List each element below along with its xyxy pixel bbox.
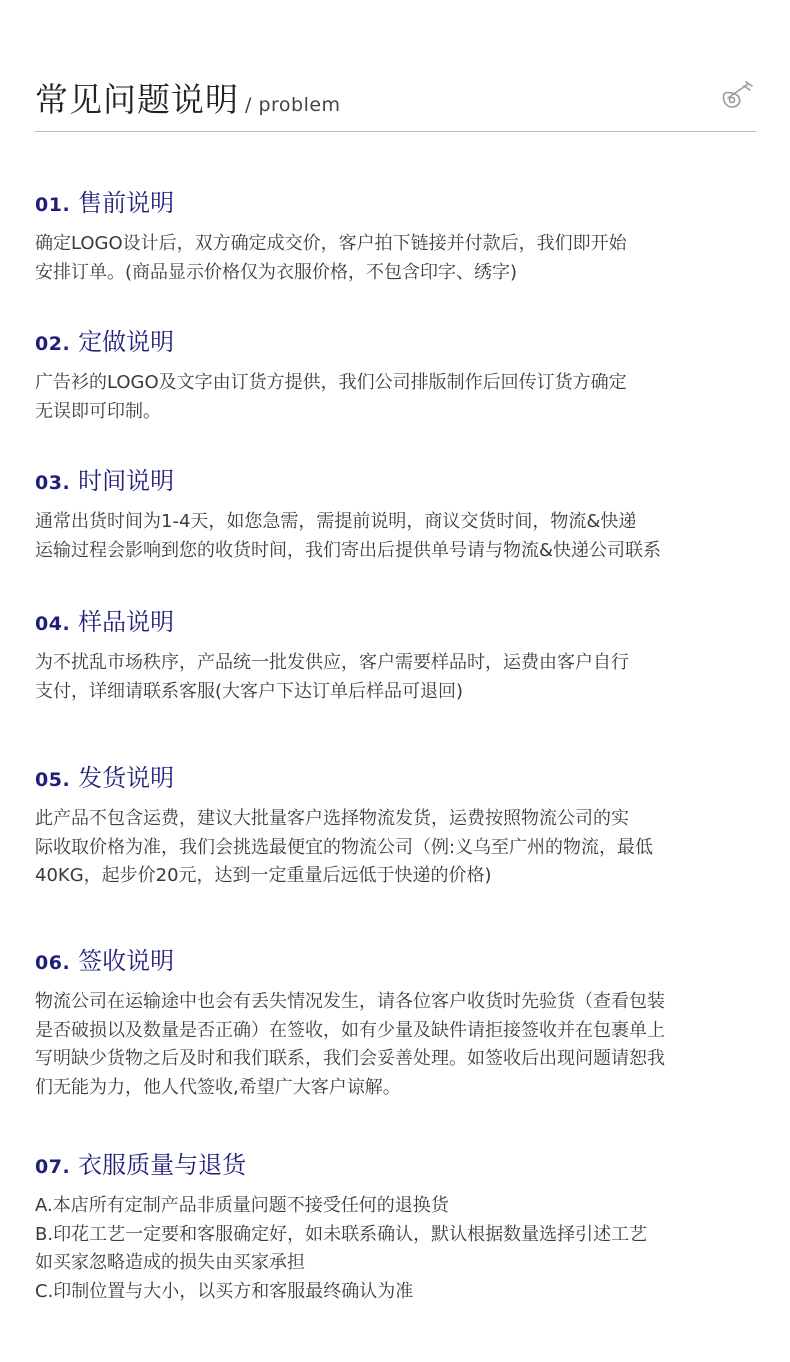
- section-title: 时间说明: [78, 467, 175, 495]
- section-title: 衣服质量与退货: [78, 1151, 247, 1179]
- section-text-line: A.本店所有定制产品非质量问题不接受任何的退换货: [35, 1195, 449, 1216]
- section-number: 03.: [35, 472, 71, 494]
- section-text-line: 写明缺少货物之后及时和我们联系，我们会妥善处理。如签收后出现问题请恕我: [35, 1048, 665, 1069]
- section-number: 07.: [35, 1156, 71, 1178]
- section-number: 04.: [35, 613, 71, 635]
- section-heading: [35, 946, 765, 978]
- faq-section-4: [35, 607, 765, 706]
- section-body: [35, 1192, 765, 1306]
- section-heading: [35, 188, 765, 220]
- section-text-line: 物流公司在运输途中也会有丢失情况发生，请各位客户收货时先验货（查看包装: [35, 991, 665, 1012]
- section-text-line: 通常出货时间为1-4天，如您急需，需提前说明，商议交货时间，物流&快递: [35, 511, 637, 532]
- section-body: [35, 508, 765, 565]
- section-number: 05.: [35, 769, 71, 791]
- section-text-line: 们无能为力，他人代签收,希望广大客户谅解。: [35, 1076, 401, 1098]
- section-title: 发货说明: [78, 764, 175, 792]
- section-heading: [35, 763, 765, 795]
- faq-section-6: [35, 946, 765, 1102]
- faq-section-7: [35, 1150, 765, 1306]
- section-text-line: 如买家忽略造成的损失由买家承担: [35, 1252, 305, 1273]
- section-text-line: 是否破损以及数量是否正确）在签收，如有少量及缺件请拒接签收并在包裹单上: [35, 1019, 665, 1041]
- section-title: 签收说明: [78, 947, 175, 975]
- section-text-line: B.印花工艺一定要和客服确定好，如未联系确认，默认根据数量选择引述工艺: [35, 1223, 648, 1245]
- page-header: [35, 74, 756, 132]
- section-heading: [35, 1150, 765, 1182]
- guitar-pick-icon: [718, 80, 758, 114]
- section-heading: [35, 607, 765, 639]
- faq-section-2: [35, 327, 765, 426]
- section-text-line: 为不扰乱市场秩序，产品统一批发供应，客户需要样品时，运费由客户自行: [35, 652, 629, 673]
- faq-section-3: [35, 466, 765, 565]
- section-title: 定做说明: [78, 328, 175, 356]
- section-text-line: 无误即可印制。: [35, 400, 161, 422]
- section-number: 01.: [35, 194, 71, 216]
- section-body: [35, 230, 765, 287]
- section-text-line: 40KG，起步价20元，达到一定重量后远低于快递的价格): [35, 865, 492, 886]
- section-text-line: 广告衫的LOGO及文字由订货方提供，我们公司排版制作后回传订货方确定: [35, 372, 627, 393]
- section-text-line: 支付，详细请联系客服(大客户下达订单后样品可退回): [35, 680, 464, 702]
- faq-section-5: [35, 763, 765, 891]
- section-title: 样品说明: [78, 608, 175, 636]
- section-text-line: 确定LOGO设计后，双方确定成交价，客户拍下链接并付款后，我们即开始: [35, 233, 627, 254]
- section-number: 06.: [35, 952, 71, 974]
- faq-section-1: [35, 188, 765, 287]
- section-title: 售前说明: [78, 189, 175, 217]
- section-body: [35, 805, 765, 891]
- section-text-line: 安排订单。(商品显示价格仅为衣服价格，不包含印字、绣字): [35, 261, 518, 283]
- header-divider: [35, 131, 756, 132]
- section-heading: [35, 327, 765, 359]
- page-subtitle: / problem: [245, 94, 341, 116]
- page-title: 常见问题说明: [35, 80, 239, 119]
- section-text-line: 此产品不包含运费，建议大批量客户选择物流发货，运费按照物流公司的实: [35, 808, 629, 829]
- section-text-line: 运输过程会影响到您的收货时间，我们寄出后提供单号请与物流&快递公司联系: [35, 539, 662, 561]
- section-text-line: C.印制位置与大小，以买方和客服最终确认为准: [35, 1280, 414, 1302]
- section-text-line: 际收取价格为准，我们会挑选最便宜的物流公司（例:义乌至广州的物流，最低: [35, 836, 654, 858]
- section-heading: [35, 466, 765, 498]
- section-body: [35, 988, 765, 1102]
- section-body: [35, 369, 765, 426]
- section-number: 02.: [35, 333, 71, 355]
- section-body: [35, 649, 765, 706]
